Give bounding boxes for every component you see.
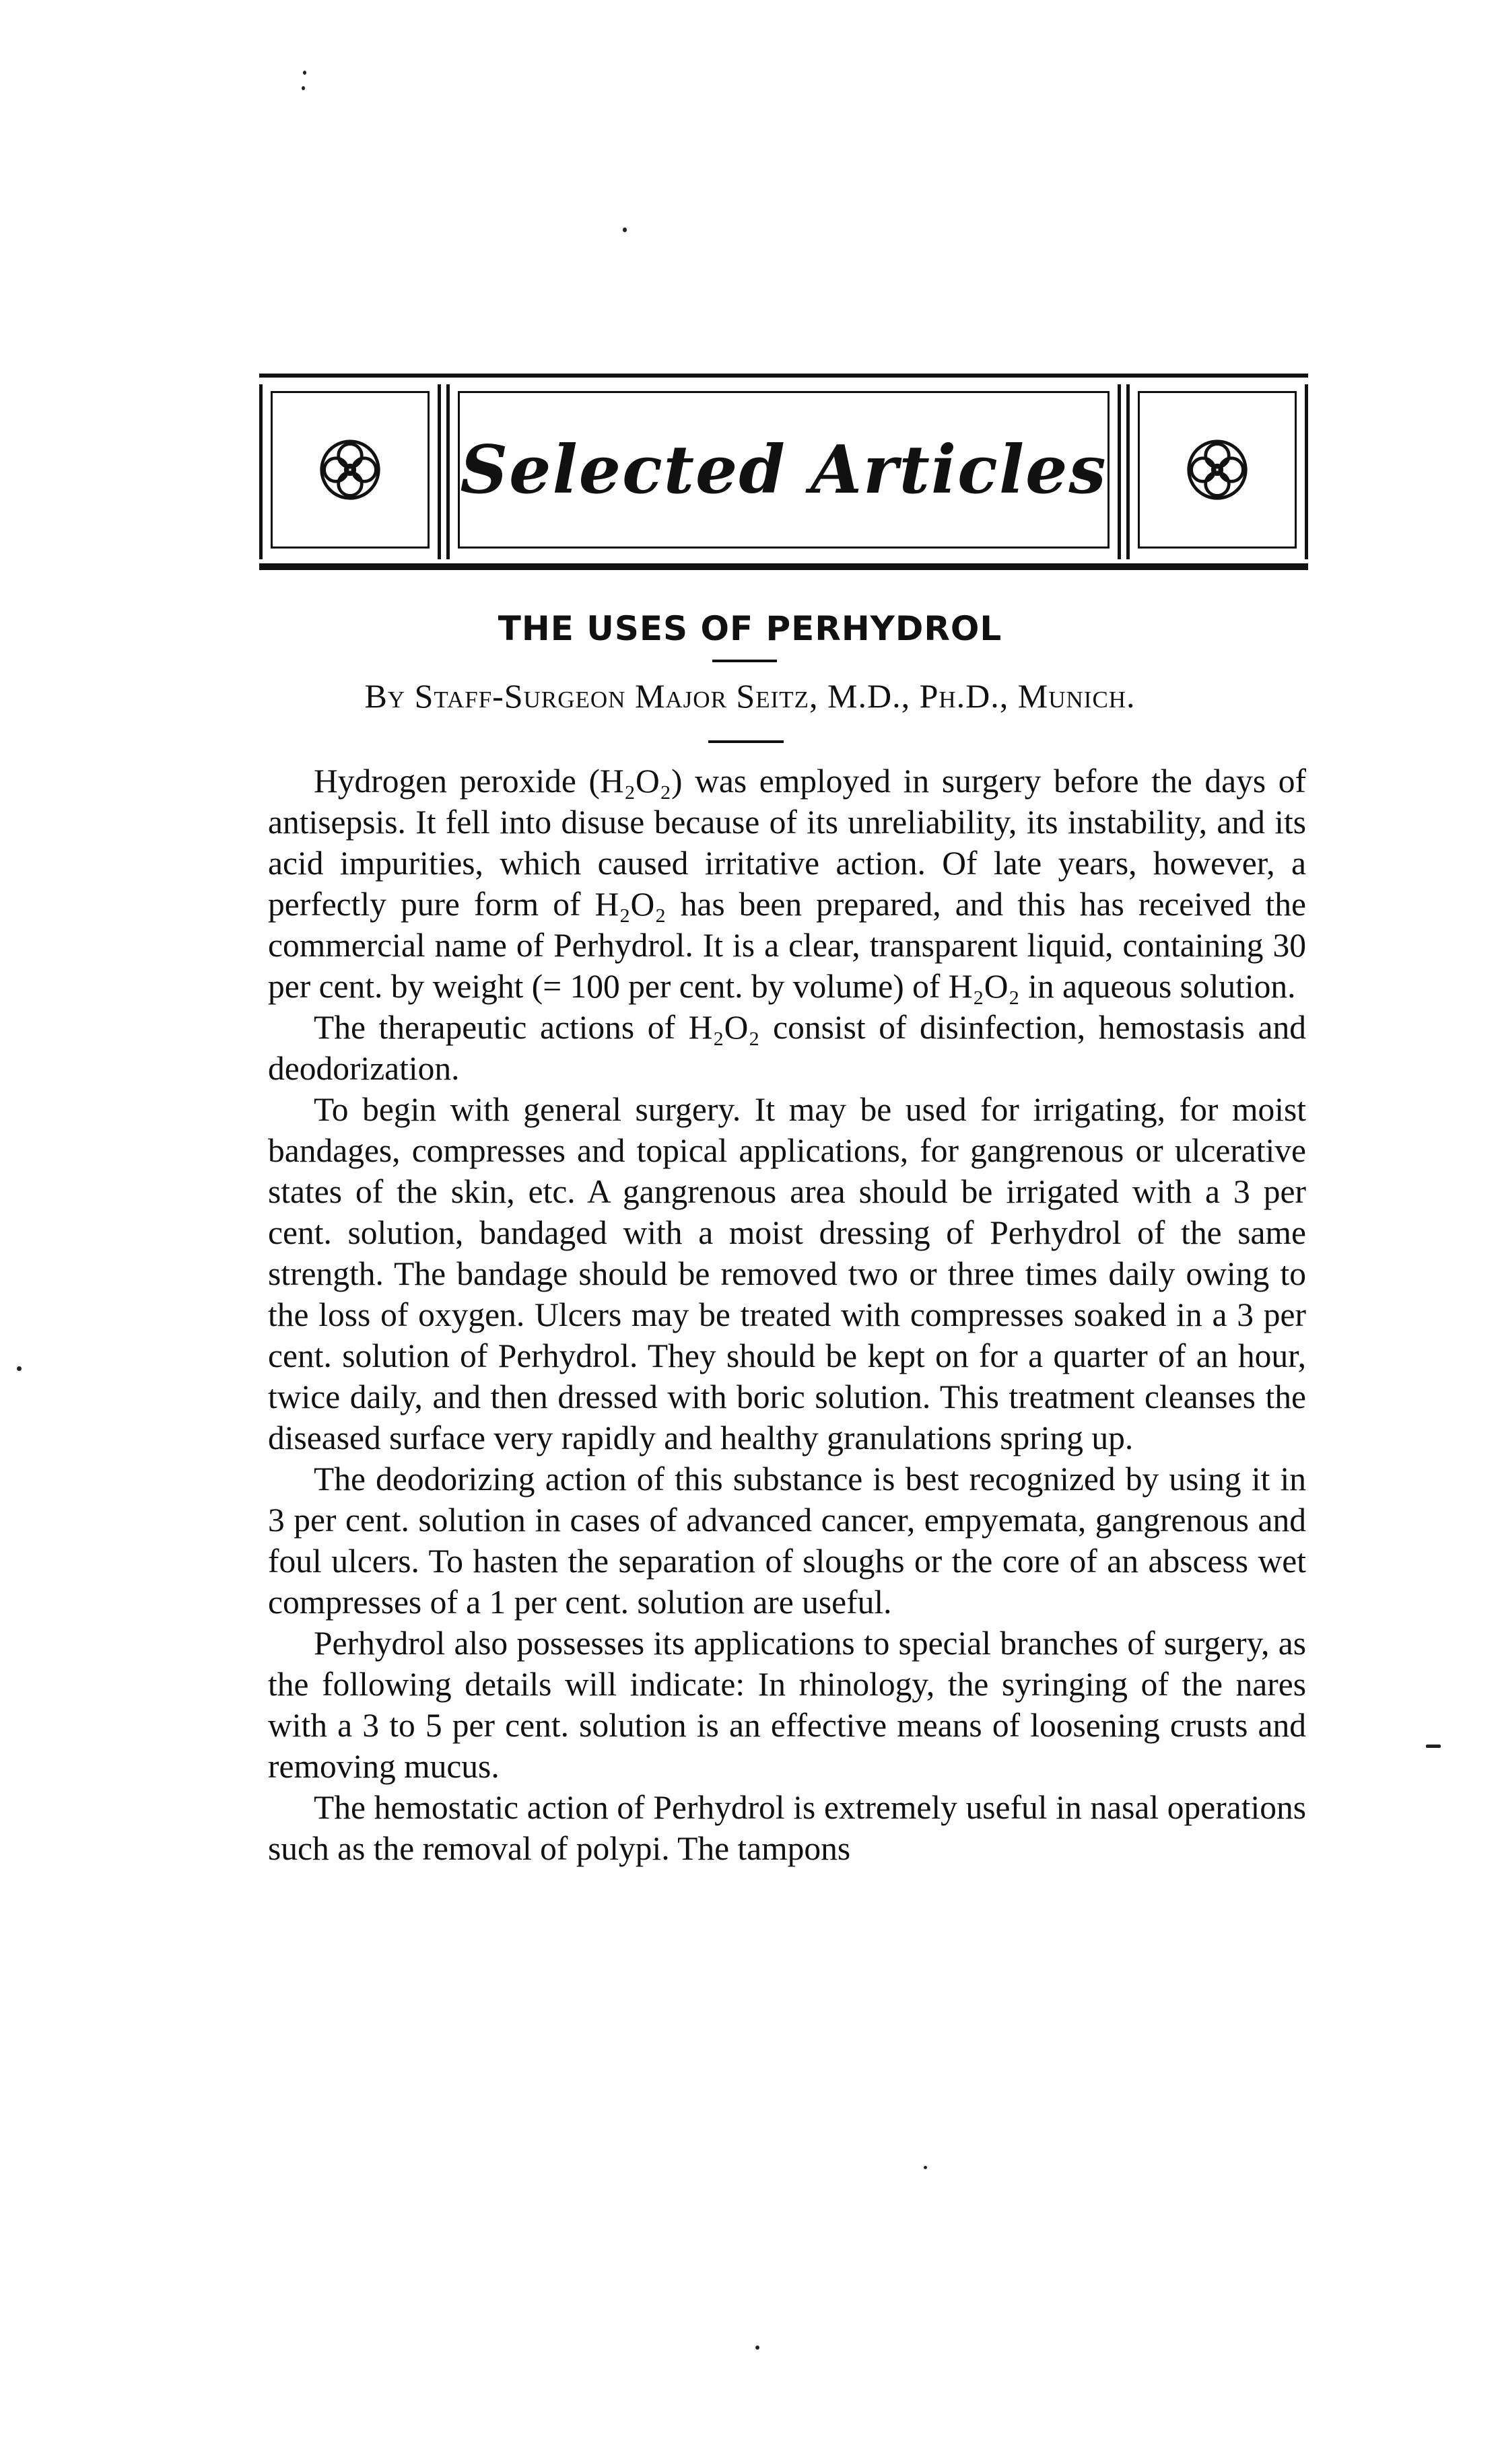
article-byline: By Staff-Surgeon Major Seitz, M.D., Ph.D., Munich. xyxy=(364,677,1136,715)
section-banner xyxy=(259,374,1308,570)
banner-title-panel xyxy=(446,384,1121,559)
paragraph: Hydrogen peroxide (H₂O₂) was employed in surgery before the days of antisepsis. It fell into disuse because of its unreliability, its instability, and its acid impurities, which caused irritative action. Of late years, however, a perfectly pure form of H₂O₂ has been prepared, and this has received the commercial name of Perhydrol. It is a clear, transparent liquid, containing 30 per cent. by weight (= 100 per cent. by volume) of H₂O₂ in aqueous solution. xyxy=(268,763,1306,1005)
scan-speck xyxy=(302,86,305,90)
paragraph: The therapeutic actions of H₂O₂ consist of disinfection, hemostasis and deodorization. xyxy=(268,1009,1306,1087)
banner-right-panel xyxy=(1126,384,1308,559)
scan-speck xyxy=(623,227,627,232)
scan-speck xyxy=(303,71,306,75)
title-rule xyxy=(712,660,777,662)
scan-speck xyxy=(755,2346,759,2350)
section-title: Selected Articles xyxy=(460,431,1107,509)
banner-left-panel xyxy=(259,384,441,559)
article-title: THE USES OF PERHYDROL xyxy=(498,609,1002,648)
byline-rule xyxy=(708,740,784,743)
paragraph: To begin with general surgery. It may be used for irrigating, for moist bandages, compresses and topical applications, for gangrenous or ulcerative states of the skin, etc. A gangrenous area should be irrigated with a 3 per cent. solution, bandaged with a moist dressing of Perhydrol of the same strength. The bandage should be removed two or three times daily owing to the loss of oxygen. Ulcers may be treated with compresses soaked in a 3 per cent. solution of Perhydrol. They should be kept on for a quarter of an hour, twice daily, and then dressed with boric solution. This treatment cleanses the diseased surface very rapidly and healthy granulations spring up. xyxy=(268,1091,1306,1456)
paragraph: Perhydrol also possesses its applications to special branches of surgery, as the following details will indicate: In rhinology, the syringing of the nares with a 3 to 5 per cent. solution is an effective means of loosening crusts and removing mucus. xyxy=(268,1625,1306,1785)
article-body xyxy=(268,761,1306,1869)
scan-speck xyxy=(17,1366,22,1371)
scan-speck xyxy=(1426,1745,1441,1748)
paragraph: The deodorizing action of this substance is best recognized by using it in 3 per cent. solution in cases of advanced cancer, empyemata, gangrenous and foul ulcers. To hasten the separation of sloughs or the core of an abscess wet compresses of a 1 per cent. solution are useful. xyxy=(268,1460,1306,1621)
paragraph: The hemostatic action of Perhydrol is extremely useful in nasal operations such as the removal of polypi. The tampons xyxy=(268,1789,1306,1867)
rosette-icon xyxy=(318,437,382,502)
scan-speck xyxy=(924,2166,927,2169)
rosette-icon xyxy=(1185,437,1250,502)
